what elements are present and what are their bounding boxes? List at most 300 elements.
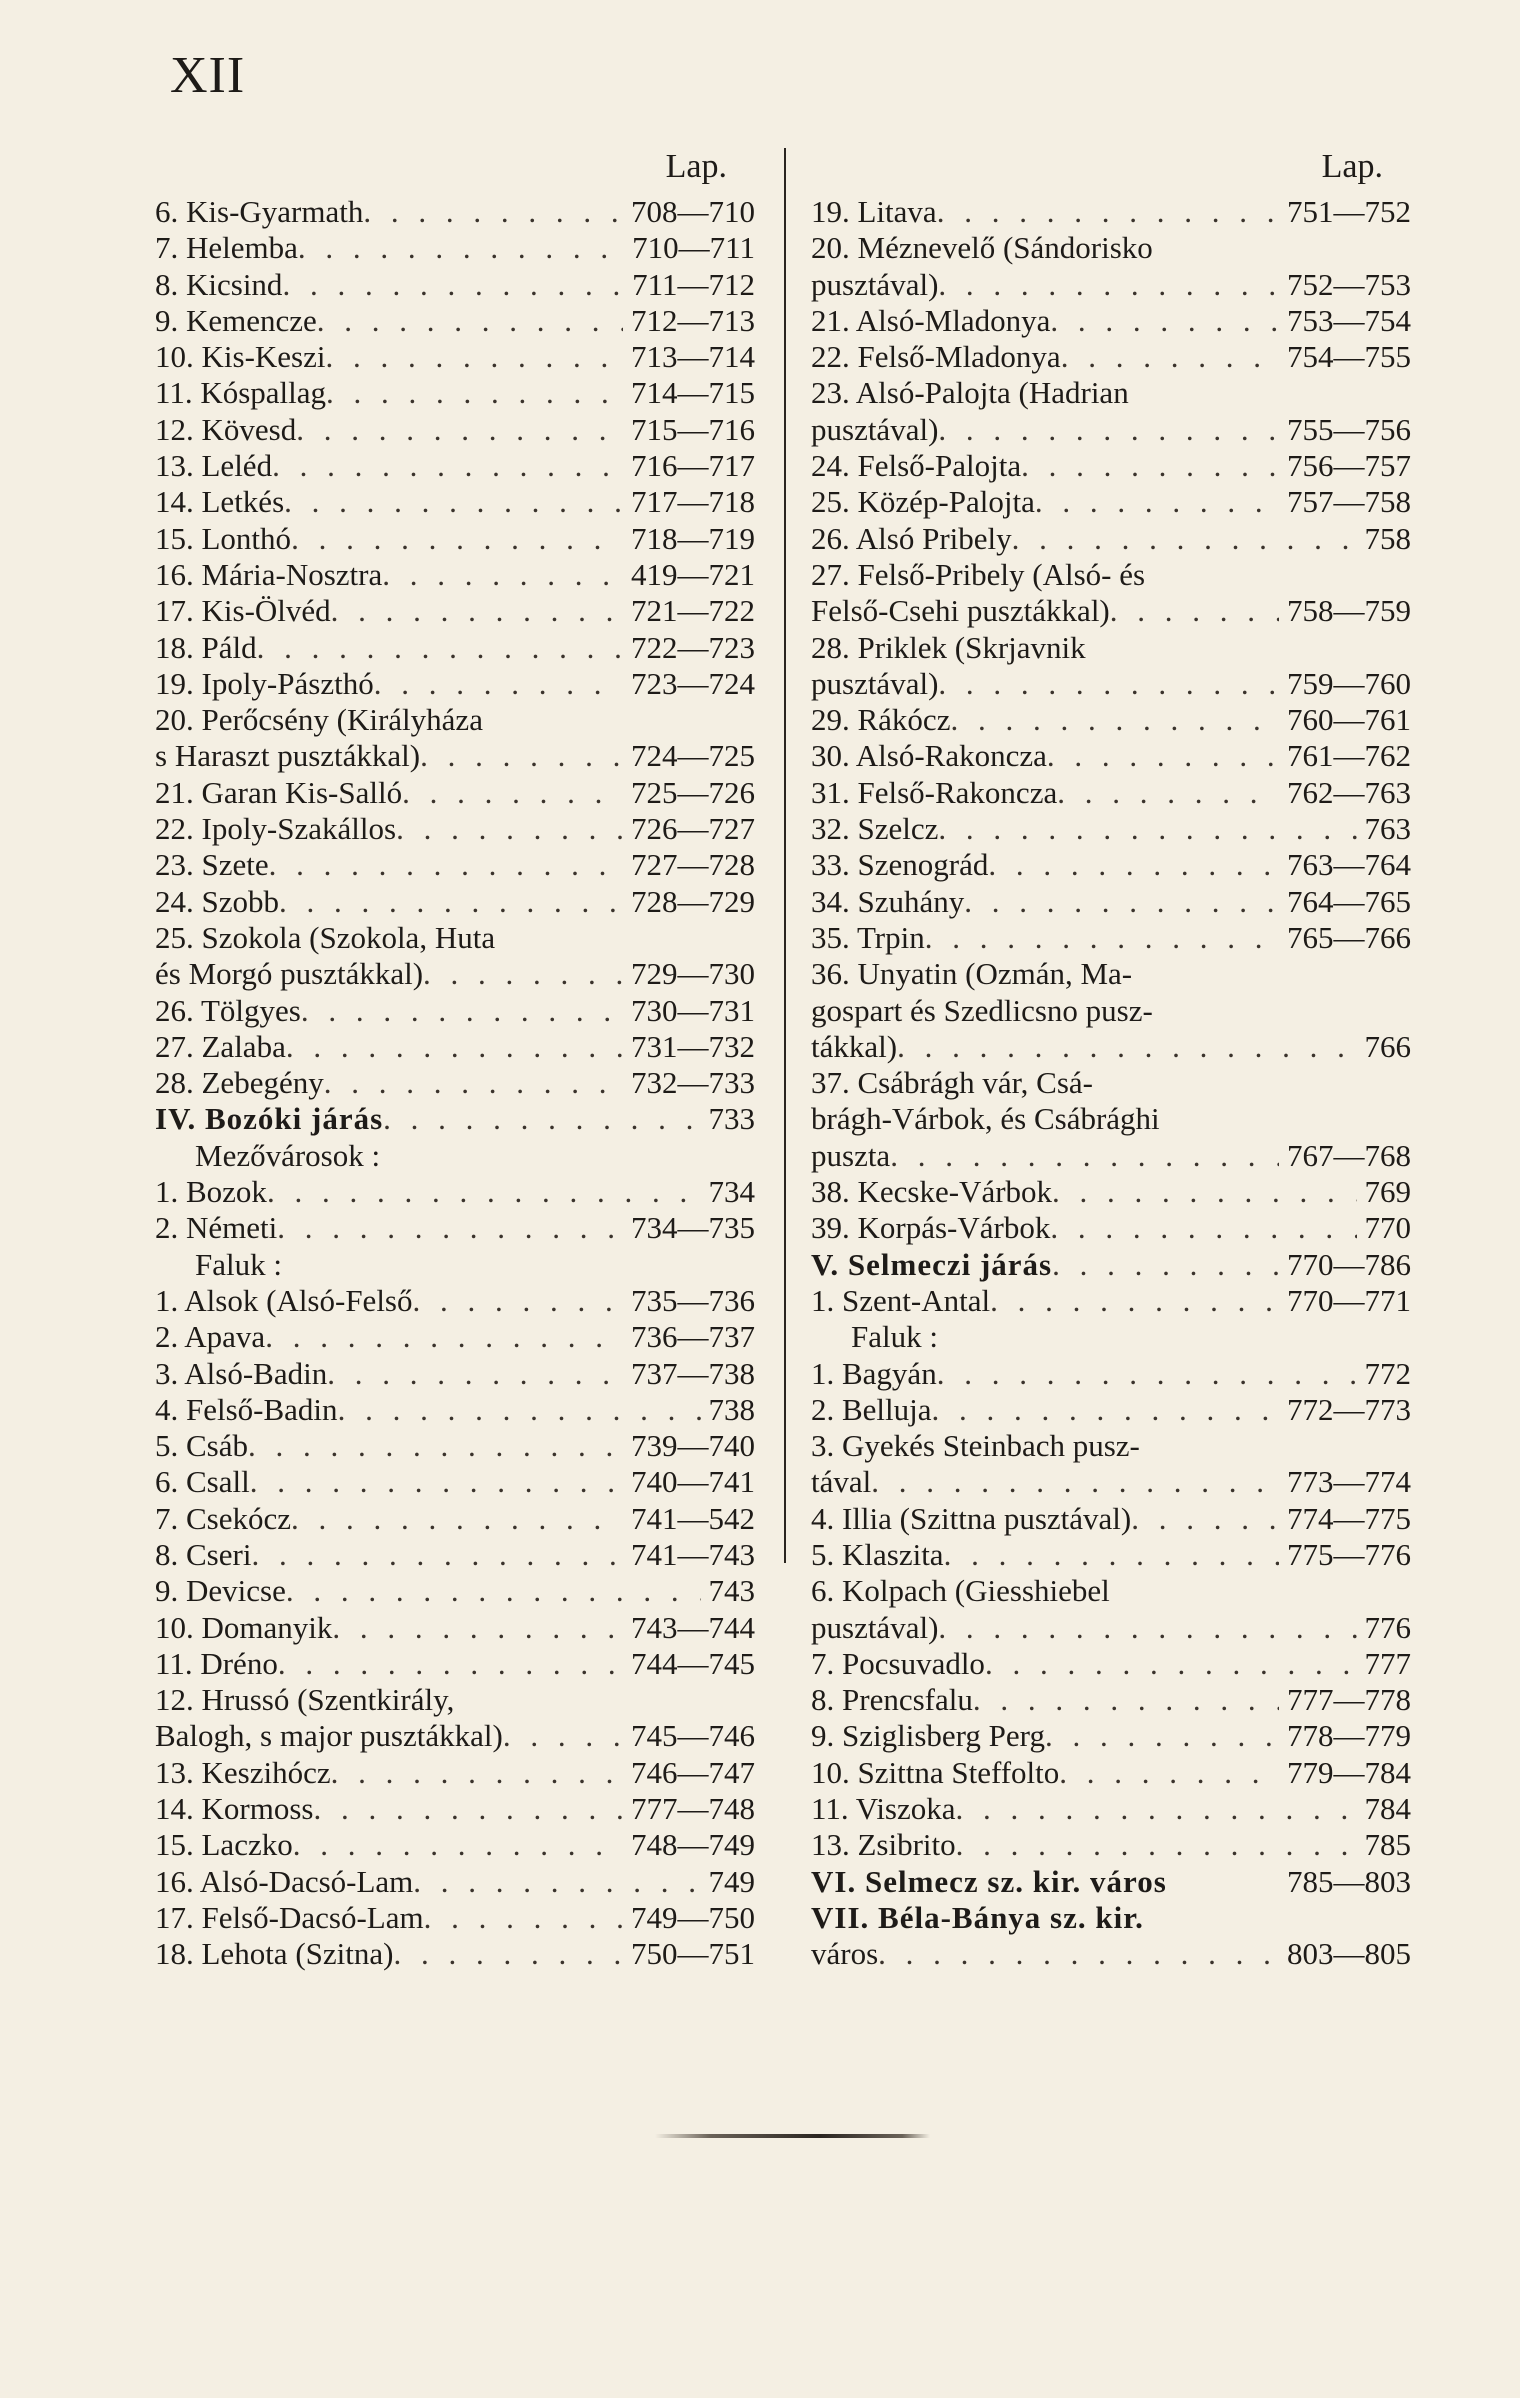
- leader-dots: [291, 521, 623, 557]
- index-entry: [811, 1610, 1411, 1646]
- index-entry: [155, 521, 755, 557]
- index-entry: [155, 1900, 755, 1936]
- entry-pages: 764—765: [1287, 883, 1411, 919]
- entry-pages: 749—750: [631, 1899, 755, 1935]
- index-entry: [155, 1610, 755, 1646]
- leader-dots: [313, 1791, 623, 1827]
- leader-dots: [298, 230, 624, 266]
- index-entry: [155, 303, 755, 339]
- entry-pages: 732—733: [631, 1065, 755, 1101]
- entry-name: 16. Alsó-Dacsó-Lam: [155, 1863, 414, 1899]
- entry-pages: 757—758: [1287, 484, 1411, 520]
- entry-name: 13. Leléd: [155, 448, 273, 484]
- entry-pages: 770—771: [1287, 1282, 1411, 1318]
- left-column: [155, 140, 755, 1973]
- index-entry: [811, 375, 1411, 411]
- entry-name: 22. Felső-Mladonya: [811, 339, 1061, 375]
- leader-dots: [925, 920, 1279, 956]
- index-entry: [811, 484, 1411, 520]
- index-entry: [811, 1718, 1411, 1754]
- index-entry: [155, 1247, 755, 1283]
- entry-pages: 738: [708, 1391, 755, 1427]
- index-entry: [155, 775, 755, 811]
- leader-dots: [413, 1864, 700, 1900]
- entry-name: 2. Apava: [155, 1319, 266, 1355]
- entry-name: 23. Szete: [155, 847, 269, 883]
- leader-dots: [1012, 521, 1357, 557]
- leader-dots: [950, 702, 1279, 738]
- leader-dots: [964, 884, 1279, 920]
- entry-pages: 737—738: [631, 1355, 755, 1391]
- entry-name: 19. Litava: [811, 194, 937, 229]
- entry-pages: 745—746: [631, 1718, 755, 1754]
- entry-pages: 729—730: [631, 956, 755, 992]
- entry-pages: 775—776: [1287, 1536, 1411, 1572]
- leader-dots: [278, 1646, 623, 1682]
- index-entry: [155, 1936, 755, 1972]
- entry-name: Faluk :: [851, 1319, 938, 1355]
- leader-dots: [265, 1319, 623, 1355]
- entry-pages: 731—732: [631, 1028, 755, 1064]
- entry-pages: 765—766: [1287, 919, 1411, 955]
- leader-dots: [424, 1900, 623, 1936]
- entry-name: 9. Devicse: [155, 1573, 286, 1609]
- entry-pages: 758—759: [1287, 593, 1411, 629]
- entry-name: 7. Helemba: [155, 230, 298, 266]
- leader-dots: [277, 1210, 623, 1246]
- entry-name: Mezővárosok :: [195, 1137, 381, 1173]
- entry-pages: 708—710: [631, 194, 755, 229]
- leader-dots: [1047, 738, 1279, 774]
- page-number: XII: [170, 47, 246, 104]
- index-entry: [155, 1827, 755, 1863]
- entry-name: 26. Tölgyes: [155, 992, 301, 1028]
- leader-dots: [990, 1283, 1279, 1319]
- entry-name: 12. Hrussó (Szentkirály,: [155, 1682, 455, 1718]
- entry-pages: 740—741: [631, 1464, 755, 1500]
- index-entry: [155, 1537, 755, 1573]
- index-entry: [811, 1537, 1411, 1573]
- index-entry: [155, 1210, 755, 1246]
- index-entry: [155, 1029, 755, 1065]
- entry-name: 10. Kis-Keszi: [155, 339, 326, 375]
- entry-pages: 753—754: [1287, 302, 1411, 338]
- index-entry: [811, 1573, 1411, 1609]
- entry-name: pusztával): [811, 266, 939, 302]
- index-entry: [811, 993, 1411, 1029]
- leader-dots: [897, 1029, 1356, 1065]
- index-entry: [811, 412, 1411, 448]
- leader-dots: [293, 1827, 623, 1863]
- leader-dots: [1052, 1247, 1279, 1283]
- entry-pages: 743: [708, 1573, 755, 1609]
- entry-pages: 711—712: [632, 266, 755, 302]
- entry-name: 5. Klaszita: [811, 1536, 944, 1572]
- entry-name: 8. Cseri: [155, 1536, 252, 1572]
- leader-dots: [248, 1428, 623, 1464]
- entry-pages: 763—764: [1287, 847, 1411, 883]
- entry-pages: 762—763: [1287, 774, 1411, 810]
- entry-name: 37. Csábrágh vár, Csá-: [811, 1065, 1093, 1101]
- index-entry: [811, 1755, 1411, 1791]
- index-entry: [155, 630, 755, 666]
- column-divider: [784, 148, 786, 1563]
- entry-name: 27. Zalaba: [155, 1028, 286, 1064]
- leader-dots: [286, 1573, 701, 1609]
- entry-name: 1. Bagyán: [811, 1355, 937, 1391]
- leader-dots: [985, 1646, 1357, 1682]
- entry-pages: 766: [1364, 1028, 1411, 1064]
- index-entry: [155, 448, 755, 484]
- index-entry: [155, 847, 755, 883]
- entry-name: és Morgó pusztákkal): [155, 956, 424, 992]
- entry-name: 4. Illia (Szittna pusztával): [811, 1500, 1132, 1536]
- entry-name: 18. Páld: [155, 629, 257, 665]
- entry-pages: 735—736: [631, 1282, 755, 1318]
- leader-dots: [301, 993, 623, 1029]
- entry-name: 11. Kóspallag: [155, 375, 327, 411]
- entry-name: 7. Csekócz: [155, 1500, 292, 1536]
- entry-pages: 756—757: [1287, 448, 1411, 484]
- leader-dots: [269, 847, 623, 883]
- entry-name: VI. Selmecz sz. kir. város: [811, 1863, 1167, 1899]
- index-entry: [811, 1101, 1411, 1137]
- page-column-header: Lap.: [1321, 148, 1383, 185]
- entry-name: s Haraszt pusztákkal): [155, 738, 421, 774]
- entry-pages: 734—735: [631, 1210, 755, 1246]
- entry-name: város: [811, 1936, 879, 1972]
- index-entry: [155, 956, 755, 992]
- entry-name: tákkal): [811, 1028, 898, 1064]
- entry-name: 2. Belluja: [811, 1391, 932, 1427]
- entry-name: 29. Rákócz: [811, 702, 951, 738]
- entry-name: 17. Felső-Dacsó-Lam: [155, 1899, 424, 1935]
- leader-dots: [402, 775, 623, 811]
- entry-name: 32. Szelcz: [811, 811, 939, 847]
- leader-dots: [938, 811, 1356, 847]
- entry-pages: 736—737: [631, 1319, 755, 1355]
- entry-name: 21. Garan Kis-Salló: [155, 774, 403, 810]
- index-entry: [811, 630, 1411, 666]
- entry-name: 19. Ipoly-Pászthó: [155, 665, 374, 701]
- index-entry: [155, 1428, 755, 1464]
- entry-pages: 751—752: [1287, 194, 1411, 229]
- entry-pages: 739—740: [631, 1428, 755, 1464]
- index-entry: [155, 230, 755, 266]
- entry-pages: 773—774: [1287, 1464, 1411, 1500]
- leader-dots: [332, 1610, 623, 1646]
- leader-dots: [363, 194, 623, 230]
- leader-dots: [423, 956, 623, 992]
- entry-pages: 772: [1364, 1355, 1411, 1391]
- leader-dots: [396, 811, 623, 847]
- leader-dots: [890, 1138, 1279, 1174]
- entry-name: 22. Ipoly-Szakállos: [155, 811, 397, 847]
- entry-name: VII. Béla-Bánya sz. kir.: [811, 1899, 1144, 1935]
- leader-dots: [325, 339, 623, 375]
- entry-name: 6. Kolpach (Giesshiebel: [811, 1573, 1110, 1609]
- entry-pages: 741—743: [631, 1536, 755, 1572]
- entry-pages: 724—725: [631, 738, 755, 774]
- leader-dots: [937, 194, 1279, 230]
- entry-pages: 721—722: [631, 593, 755, 629]
- leader-dots: [286, 1029, 623, 1065]
- leader-dots: [1057, 775, 1279, 811]
- entry-name: 12. Kövesd: [155, 411, 297, 447]
- entry-name: 21. Alsó-Mladonya: [811, 302, 1051, 338]
- entry-name: 6. Kis-Gyarmath: [155, 194, 364, 229]
- entry-pages: 785—803: [1287, 1863, 1411, 1899]
- leader-dots: [282, 267, 624, 303]
- entry-name: puszta: [811, 1137, 891, 1173]
- entry-name: 16. Mária-Nosztra: [155, 556, 383, 592]
- index-entry: [155, 1864, 755, 1900]
- entry-pages: 777: [1364, 1645, 1411, 1681]
- entry-name: 28. Priklek (Skrjavnik: [811, 629, 1086, 665]
- entry-name: 1. Alsok (Alsó-Felső: [155, 1282, 413, 1318]
- leader-dots: [932, 1392, 1279, 1428]
- index-entry: [811, 666, 1411, 702]
- leader-dots: [988, 847, 1279, 883]
- entry-name: Faluk :: [195, 1246, 282, 1282]
- entry-pages: 779—784: [1287, 1754, 1411, 1790]
- entry-name: 13. Zsibrito: [811, 1827, 956, 1863]
- bottom-rule: [655, 2134, 930, 2138]
- entry-name: 3. Gyekés Steinbach pusz-: [811, 1428, 1140, 1464]
- index-entry: [811, 811, 1411, 847]
- leader-dots: [1059, 1755, 1279, 1791]
- entry-name: 38. Kecske-Várbok: [811, 1174, 1053, 1210]
- entry-name: 34. Szuhány: [811, 883, 965, 919]
- entry-name: 39. Korpás-Várbok: [811, 1210, 1051, 1246]
- entry-name: 20. Perőcsény (Királyháza: [155, 702, 483, 738]
- index-entry: [155, 993, 755, 1029]
- entry-pages: 741—542: [631, 1500, 755, 1536]
- entry-pages: 714—715: [631, 375, 755, 411]
- index-entry: [155, 666, 755, 702]
- index-entry: [811, 1682, 1411, 1718]
- entry-pages: 769: [1364, 1174, 1411, 1210]
- leader-dots: [420, 738, 623, 774]
- leader-dots: [1050, 1210, 1356, 1246]
- leader-dots: [327, 1356, 623, 1392]
- leader-dots: [1021, 448, 1279, 484]
- entry-name: gospart és Szedlicsno pusz-: [811, 992, 1153, 1028]
- entry-pages: 778—779: [1287, 1718, 1411, 1754]
- index-entry: [811, 448, 1411, 484]
- entry-name: 8. Prencsfalu: [811, 1682, 973, 1718]
- leader-dots: [296, 412, 623, 448]
- index-entry: [155, 1573, 755, 1609]
- leader-dots: [257, 630, 623, 666]
- entry-pages: 761—762: [1287, 738, 1411, 774]
- entry-name: 4. Felső-Badin: [155, 1391, 338, 1427]
- leader-dots: [1035, 484, 1279, 520]
- entry-name: 10. Domanyik: [155, 1609, 333, 1645]
- index-entry: [811, 1065, 1411, 1101]
- entry-pages: 716—717: [631, 448, 755, 484]
- leader-dots: [413, 1283, 624, 1319]
- entry-name: 36. Unyatin (Ozmán, Ma-: [811, 956, 1133, 992]
- entry-name: IV. Bozóki járás: [155, 1101, 384, 1137]
- entry-pages: 728—729: [631, 883, 755, 919]
- leader-dots: [937, 1356, 1357, 1392]
- section-heading: [155, 1101, 755, 1137]
- entry-name: 8. Kicsind: [155, 266, 283, 302]
- leader-dots: [938, 412, 1279, 448]
- leader-dots: [1045, 1718, 1279, 1754]
- entry-name: 17. Kis-Ölvéd: [155, 593, 331, 629]
- leader-dots: [291, 1501, 623, 1537]
- index-entry: [811, 1392, 1411, 1428]
- entry-pages: 776: [1364, 1609, 1411, 1645]
- entry-pages: 744—745: [631, 1645, 755, 1681]
- entry-pages: 752—753: [1287, 266, 1411, 302]
- entry-name: 24. Szobb: [155, 883, 279, 919]
- index-entry: [811, 339, 1411, 375]
- entry-name: 7. Pocsuvadlo: [811, 1645, 985, 1681]
- index-entry: [811, 1138, 1411, 1174]
- leader-dots: [251, 1537, 623, 1573]
- index-entry: [811, 593, 1411, 629]
- index-entry: [155, 1682, 755, 1718]
- index-entry: [155, 194, 755, 230]
- entry-name: pusztával): [811, 665, 939, 701]
- leader-dots: [272, 448, 623, 484]
- index-entry: [155, 557, 755, 593]
- entry-pages: 770—786: [1287, 1246, 1411, 1282]
- index-entry: [155, 1791, 755, 1827]
- index-entry: [155, 920, 755, 956]
- entry-name: 25. Közép-Palojta: [811, 484, 1035, 520]
- section-heading: [811, 1900, 1411, 1936]
- leader-dots: [393, 1936, 623, 1972]
- section-heading: [811, 1864, 1411, 1900]
- entry-name: 14. Kormoss: [155, 1791, 314, 1827]
- entry-name: 3. Alsó-Badin: [155, 1355, 328, 1391]
- leader-dots: [279, 884, 623, 920]
- entry-pages: 726—727: [631, 811, 755, 847]
- entry-pages: 777—748: [631, 1791, 755, 1827]
- index-entry: [155, 484, 755, 520]
- index-entry: [155, 884, 755, 920]
- index-entry: [155, 1356, 755, 1392]
- entry-name: 33. Szenográd: [811, 847, 989, 883]
- entry-pages: 748—749: [631, 1827, 755, 1863]
- entry-pages: 784: [1364, 1791, 1411, 1827]
- index-entry: [155, 339, 755, 375]
- leader-dots: [331, 1755, 623, 1791]
- entry-name: 1. Szent-Antal: [811, 1282, 991, 1318]
- entry-name: 26. Alsó Pribely: [811, 520, 1012, 556]
- index-entry: [155, 1464, 755, 1500]
- entry-name: 9. Kemencze: [155, 302, 317, 338]
- section-heading: [811, 1247, 1411, 1283]
- index-entry: [811, 920, 1411, 956]
- index-entry: [811, 194, 1411, 230]
- entry-pages: 750—751: [631, 1936, 755, 1972]
- entry-pages: 718—719: [631, 520, 755, 556]
- entry-name: 5. Csáb: [155, 1428, 248, 1464]
- entry-name: V. Selmeczi járás: [811, 1246, 1053, 1282]
- entry-name: 1. Bozok: [155, 1174, 267, 1210]
- entry-name: 24. Felső-Palojta: [811, 448, 1022, 484]
- index-entry: [811, 1428, 1411, 1464]
- index-entry: [811, 1029, 1411, 1065]
- entry-name: 2. Németi: [155, 1210, 278, 1246]
- index-entry: [155, 1319, 755, 1355]
- index-entry: [155, 1065, 755, 1101]
- leader-dots: [324, 1065, 623, 1101]
- index-entry: [811, 303, 1411, 339]
- entry-name: 30. Alsó-Rakoncza: [811, 738, 1047, 774]
- index-entry: [155, 1138, 755, 1174]
- index-entry: [155, 412, 755, 448]
- index-entry: [811, 1936, 1411, 1972]
- leader-dots: [973, 1682, 1279, 1718]
- entry-name: pusztával): [811, 1609, 939, 1645]
- leader-dots: [1050, 303, 1279, 339]
- leader-dots: [382, 557, 623, 593]
- index-entry: [155, 811, 755, 847]
- leader-dots: [1110, 593, 1279, 629]
- right-column: [811, 140, 1411, 1973]
- entry-name: 14. Letkés: [155, 484, 285, 520]
- entry-name: 11. Viszoka: [811, 1791, 956, 1827]
- entry-name: 23. Alsó-Palojta (Hadrian: [811, 375, 1129, 411]
- leader-dots: [250, 1464, 623, 1500]
- leader-dots: [938, 666, 1279, 702]
- entry-name: 15. Lonthó: [155, 520, 292, 556]
- entry-name: 27. Felső-Pribely (Alsó- és: [811, 556, 1146, 592]
- index-entry: [155, 1755, 755, 1791]
- entry-name: Felső-Csehi pusztákkal): [811, 593, 1110, 629]
- entry-name: 18. Lehota (Szitna): [155, 1936, 394, 1972]
- entry-pages: 734: [708, 1174, 755, 1210]
- entry-pages: 772—773: [1287, 1391, 1411, 1427]
- entry-pages: 715—716: [631, 411, 755, 447]
- leader-dots: [956, 1791, 1357, 1827]
- entry-name: 28. Zebegény: [155, 1065, 324, 1101]
- leader-dots: [267, 1174, 701, 1210]
- index-entry: [155, 1718, 755, 1754]
- entry-name: 35. Trpin: [811, 919, 925, 955]
- entry-pages: 770: [1364, 1210, 1411, 1246]
- leader-dots: [338, 1392, 701, 1428]
- leader-dots: [331, 593, 623, 629]
- index-entry: [155, 375, 755, 411]
- index-entry: [155, 1174, 755, 1210]
- index-entry: [811, 1791, 1411, 1827]
- index-entry: [155, 593, 755, 629]
- entry-pages: 733: [708, 1101, 755, 1137]
- index-entry: [155, 1646, 755, 1682]
- entry-pages: 760—761: [1287, 702, 1411, 738]
- entry-pages: 777—778: [1287, 1682, 1411, 1718]
- index-entry: [811, 884, 1411, 920]
- leader-dots: [326, 375, 623, 411]
- entry-pages: 758: [1364, 520, 1411, 556]
- index-entry: [811, 1210, 1411, 1246]
- index-entry: [811, 1174, 1411, 1210]
- entry-pages: 785: [1364, 1827, 1411, 1863]
- entry-pages: 755—756: [1287, 411, 1411, 447]
- entry-pages: 767—768: [1287, 1137, 1411, 1173]
- entry-pages: 419—721: [631, 556, 755, 592]
- index-entry: [811, 1283, 1411, 1319]
- entry-name: brágh-Várbok, és Csábrághi: [811, 1101, 1160, 1137]
- leader-dots: [878, 1936, 1279, 1972]
